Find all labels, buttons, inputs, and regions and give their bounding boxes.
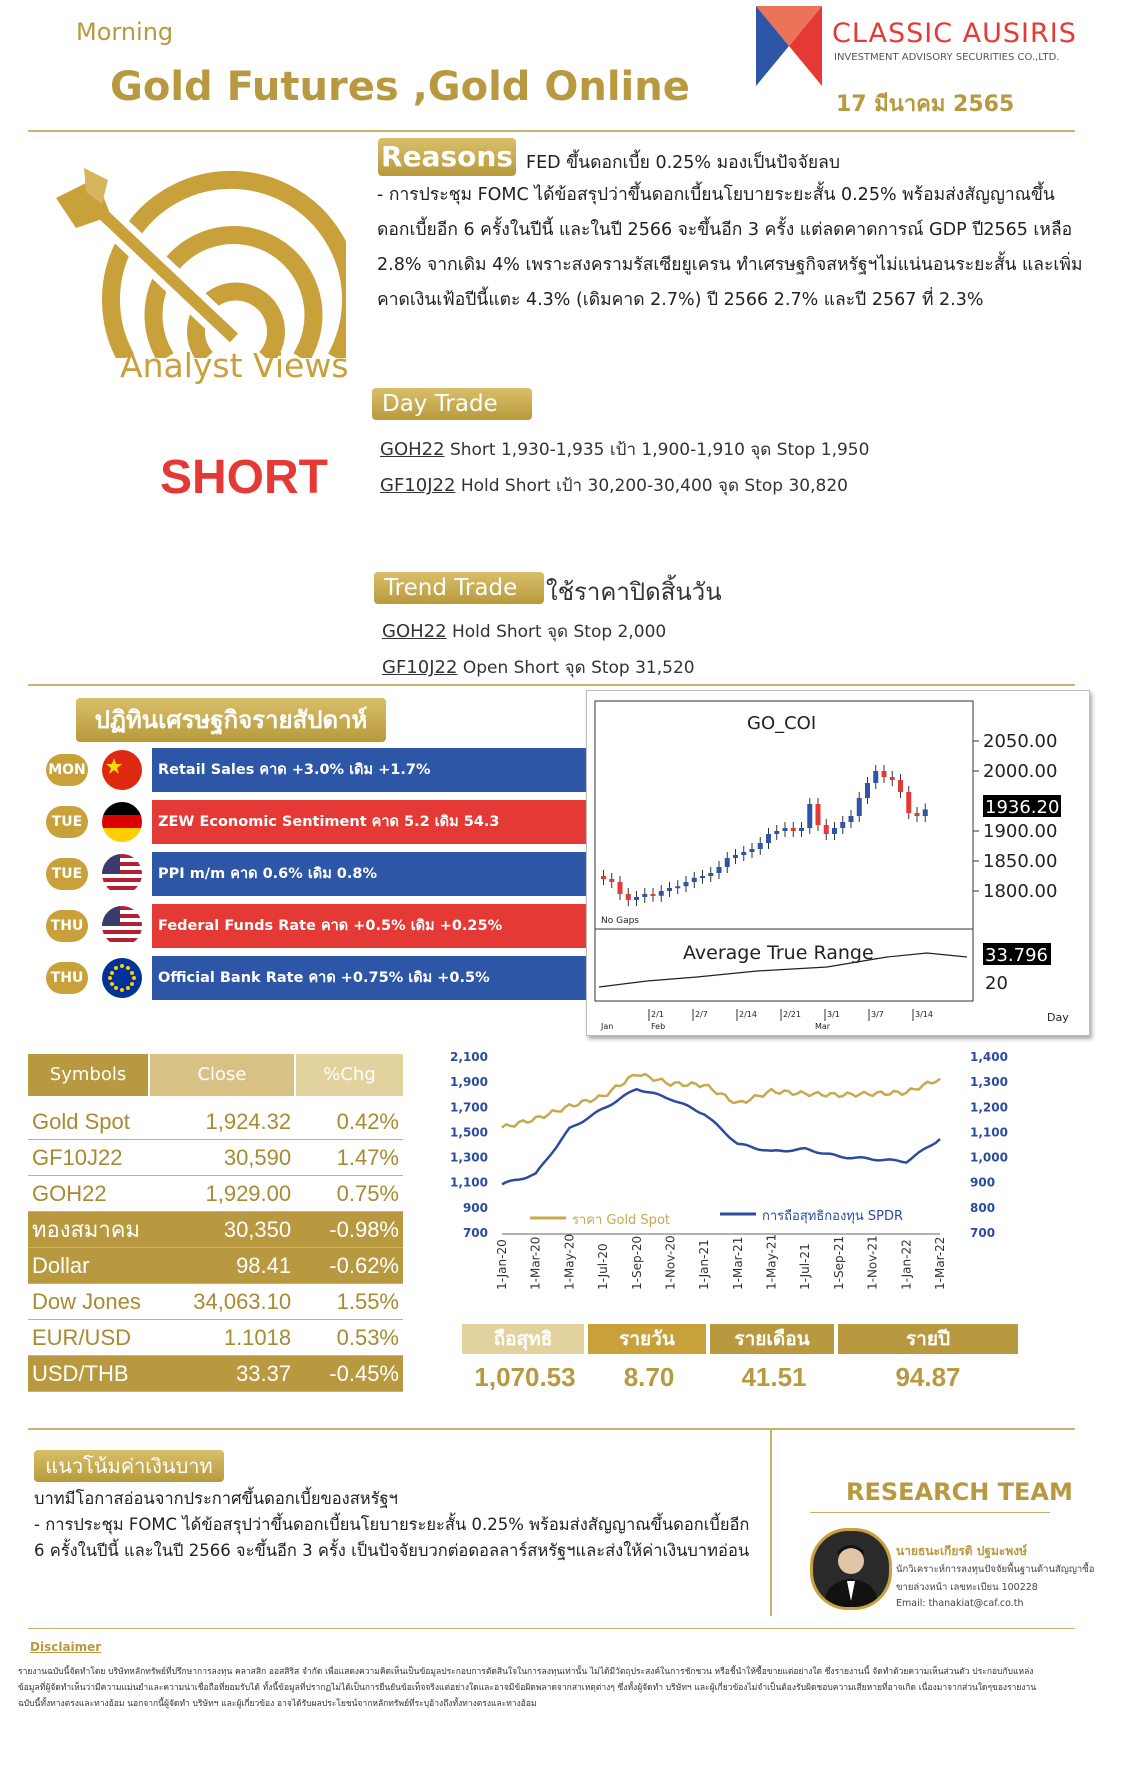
candle [915,813,920,816]
reasons-line: ดอกเบี้ยอีก 6 ครั้งในปีนี้ และในปี 2566 จะขึ้นอีก 3 ครั้ง แต่ลดคาดการณ์ GDP ปี2565 เหลือ [377,220,1073,240]
usa-flag-icon [102,906,142,946]
x-tick: 1-Mar-20 [528,1236,543,1290]
candle [667,888,672,891]
analyst-signal: SHORT [160,451,328,504]
reasons-line: คาดเงินเฟ้อปีนี้แตะ 4.3% (เดิมคาด 2.7%) ปี 2566 2.7% และปี 2567 ที่ 2.3% [377,290,984,310]
candle [758,843,763,849]
chart-title: GO_COI [747,713,817,734]
symbols-header [28,1054,403,1096]
price-tick: 2050.00 [983,731,1058,752]
symbol-row [28,1212,403,1248]
calendar-event [46,746,586,794]
symbol-row [28,1356,403,1392]
y-right-tick: 800 [970,1200,996,1215]
candle [733,855,738,858]
calendar-event [46,954,586,1002]
candle [741,852,746,855]
atr-title: Average True Range [683,942,874,964]
date-tick: 3/1 [827,1010,840,1019]
reasons-line: - การประชุม FOMC ได้ข้อสรุปว่าขึ้นดอกเบี้ยนโยบายระยะสั้น 0.25% พร้อมส่งสัญญาณขึ้น [377,185,1055,205]
candle [659,891,664,896]
symbol: GF10J22 [382,657,458,678]
symbol: GOH22 [382,621,447,642]
symbol-name: Dow Jones [28,1284,152,1320]
candle [923,809,928,816]
date-tick: 3/7 [871,1010,884,1019]
candle [890,777,895,780]
date-tick: 2/14 [739,1010,757,1019]
reasons-body [377,178,1097,318]
symbol-row [28,1284,403,1320]
symbol-name: EUR/USD [28,1320,152,1356]
trade-text: Hold Short จุด Stop 2,000 [451,622,667,642]
header-close: Close [150,1054,294,1096]
y-right-tick: 1,300 [970,1075,1008,1090]
candle [601,876,606,879]
report-date: 17 มีนาคม 2565 [836,92,1015,117]
x-tick: 1-Sep-21 [831,1235,846,1290]
trend-trade-note: ใช้ราคาปิดสิ้นวัน [546,578,722,606]
x-tick: 1-Jul-21 [798,1243,813,1290]
candle [675,886,680,888]
baht-line: 6 ครั้งในปีนี้ และในปี 2566 จะขึ้นอีก 3 ครั้ง เป็นปัจจัยบวกต่อดอลลาร์สหรัฐฯและส่งให้ค่าเงินบาทอ่อน [34,1541,750,1560]
trend-trade-label: Trend Trade [374,572,544,604]
y-right-tick: 1,400 [970,1050,1008,1064]
x-tick: 1-Mar-21 [730,1236,745,1290]
candle [816,804,821,825]
period-label: Day [1047,1011,1069,1024]
candle [807,804,812,828]
spdr-header-yearly: รายปี [838,1324,1018,1354]
price-tick: 1900.00 [983,821,1058,842]
candle [642,894,647,897]
trend-trade-item [382,654,695,681]
atr-tick: 20 [985,973,1008,994]
event-text: Federal Funds Rate คาด +0.5% เดิม +0.25% [152,904,586,948]
analyst-role: นักวิเคราะห์การลงทุนปัจจัยพื้นฐานด้านสัญญาซื้อ [896,1564,1095,1575]
candle [708,873,713,876]
x-tick: 1-Jan-21 [697,1239,712,1290]
x-tick: 1-Nov-21 [865,1235,880,1290]
date-tick: 2/21 [783,1010,801,1019]
last-price: 1936.20 [985,797,1060,818]
event-day: THU [46,962,88,994]
symbols-table [28,1104,403,1392]
candle [774,831,779,834]
candle [750,849,755,852]
trade-text: Short 1,930-1,935 เป้า 1,900-1,910 จุด Stop 1,950 [449,440,870,460]
spdr-holdings-line [502,1089,940,1184]
candle [824,825,829,834]
x-tick: 1-Jul-20 [596,1243,611,1290]
candle [609,879,614,882]
y-right-tick: 1,100 [970,1125,1008,1140]
calendar-event [46,902,586,950]
month-label: Jan [601,1022,614,1031]
candle [634,897,639,900]
symbol-close: 1,924.32 [152,1104,295,1140]
candle [865,783,870,798]
symbol-close: 34,063.10 [152,1284,295,1320]
baht-line: - การประชุม FOMC ได้ข้อสรุปว่าขึ้นดอกเบี้ยนโยบายระยะสั้น 0.25% พร้อมส่งสัญญาณขึ้นดอกเบี้ยอีก [34,1515,750,1534]
disclaimer-text: รายงานฉบับนี้จัดทำโดย บริษัทหลักทรัพย์ที่ปรึกษาการลงทุน คลาสสิก ออสสิริส จำกัด เพื่อแสดงความคิดเห็นเป็นข้อมูลประกอบการตัดสินใจในการลงทุนเท่านั้น ไม่ได้มีวัตถุประสงค์ในการชักชวน หรือชี้นำให้ซื้อขายแต่อย่างใด ซึ่งรายงานนี้ จัดทำด้วยความเห็นส่วนตัว ประกอบกับแหล่งข้อมูลที่ผู้จัดทำเห็นว่ามีความแม่นยำและความน่าเชื่อถือที่ยอมรับได้ ทั้งนี้ข้อมูลที่ปรากฏไม่ได้เป็นการยืนยันข้อเท็จจริงแต่อย่างใดและอาจมีข้อผิดพลาดจากสาเหตุต่างๆ ซึ่งทั้งผู้จัดทำ บริษัทฯ และผู้เกี่ยวข้องไม่จำเป็นต้องรับผิดชอบความเสียหายที่อาจเกิด เนื่องมาจากส่วนใดๆของรายงานฉบับนี้ทั้งทางตรงและทางอ้อม นอกจากนี้ผู้จัดทำ บริษัทฯ และผู้เกี่ยวข้อง อาจได้รับผลประโยชน์จากหลักทรัพย์ที่ระบุอ้างถึงทั้งทางตรงและทางอ้อม [18,1667,1037,1709]
y-left-tick: 2,100 [450,1050,488,1064]
gold-spdr-chart [450,1050,1010,1314]
usa-flag-icon [102,854,142,894]
event-day: MON [46,754,88,786]
germany-flag-icon [102,802,142,842]
event-day: THU [46,910,88,942]
month-label: Mar [815,1022,831,1031]
legend-spdr: การถือสุทธิกองทุน SPDR [762,1209,904,1224]
spdr-header-monthly: รายเดือน [710,1324,834,1354]
gold-spot-line [502,1074,940,1128]
reasons-label: Reasons [378,138,516,176]
symbol-chg: 1.55% [295,1284,403,1320]
x-tick: 1-Jan-20 [495,1239,509,1290]
candlestick-chart [587,691,1089,1035]
symbol-chg: -0.98% [295,1212,403,1248]
event-text: Retail Sales คาด +3.0% เดิม +1.7% [152,748,586,792]
x-tick: 1-Jan-22 [899,1239,914,1290]
candle [849,816,854,822]
baht-line: บาทมีโอกาสอ่อนจากประกาศขึ้นดอกเบี้ยของสหรัฐฯ [34,1489,398,1508]
event-day: TUE [46,806,88,838]
symbol-name: Dollar [28,1248,152,1284]
y-left-tick: 700 [462,1226,488,1240]
brand-logo [756,6,822,86]
candle [651,894,656,896]
symbol-chg: 0.75% [295,1176,403,1212]
brand-subtitle: INVESTMENT ADVISORY SECURITIES CO.,LTD. [834,52,1060,63]
trade-text: Hold Short เป้า 30,200-30,400 จุด Stop 30,820 [460,476,848,496]
candle [882,771,887,777]
symbol-name: Gold Spot [28,1104,152,1140]
reasons-line: 2.8% จากเดิม 4% เพราะสงครามรัสเซียยูเครน ทำเศรษฐกิจสหรัฐฯไม่แน่นอนระยะสั้น และเพิ่ม [377,255,1083,275]
symbol-chg: 0.42% [295,1104,403,1140]
event-text: PPI m/m คาด 0.6% เดิม 0.8% [152,852,586,896]
header-symbols: Symbols [28,1054,148,1096]
candle [791,828,796,831]
candle [725,858,730,867]
reasons-headline: FED ขึ้นดอกเบี้ย 0.25% มองเป็นปัจจัยลบ [526,153,840,173]
day-trade-label: Day Trade [372,388,532,420]
baht-label: แนวโน้มค่าเงินบาท [34,1450,224,1482]
symbol-close: 33.37 [152,1356,295,1392]
symbol: GF10J22 [380,475,456,496]
analyst-name: นายธนะเกียรติ ปฐมะพงษ์ [896,1544,1028,1558]
date-tick: 3/14 [915,1010,933,1019]
candle [783,828,788,831]
month-label: Feb [651,1022,666,1031]
trade-text: Open Short จุด Stop 31,520 [462,658,695,678]
spdr-header-daily: รายวัน [588,1324,706,1354]
y-left-tick: 1,700 [450,1100,488,1115]
brand-name: CLASSIC AUSIRIS [832,18,1077,49]
event-day: TUE [46,858,88,890]
price-tick: 2000.00 [983,761,1058,782]
candle [857,798,862,816]
symbol-row [28,1320,403,1356]
x-tick: 1-Sep-20 [629,1235,644,1290]
day-trade-item [380,472,848,499]
analyst-avatar [810,1528,892,1610]
candle [626,894,631,900]
analyst-caption: Analyst Views [120,346,349,385]
y-left-tick: 1,500 [450,1125,488,1140]
x-tick: 1-May-20 [562,1233,577,1290]
calendar-title: ปฏิทินเศรษฐกิจรายสัปดาห์ [76,698,386,742]
price-tick: 1850.00 [983,851,1058,872]
symbol-close: 1,929.00 [152,1176,295,1212]
candle [840,822,845,828]
candle [873,771,878,783]
spdr-monthly: 41.51 [741,1362,807,1392]
analyst-license: ขายล่วงหน้า เลขทะเบียน 100228 [896,1582,1038,1593]
symbol-name: GOH22 [28,1176,152,1212]
spdr-daily: 8.70 [623,1362,675,1392]
candle [906,792,911,813]
candle [684,882,689,886]
report-kicker: Morning [76,18,174,46]
baht-body [34,1486,764,1564]
event-text: Official Bank Rate คาด +0.75% เดิม +0.5% [152,956,586,1000]
symbol-name: GF10J22 [28,1140,152,1176]
legend-gold: ราคา Gold Spot [572,1213,670,1228]
y-left-tick: 900 [462,1200,488,1215]
spdr-yearly: 94.87 [895,1362,961,1392]
candle [692,878,697,882]
spdr-values [462,1362,1022,1393]
candle [799,828,804,831]
candle [618,882,623,894]
price-tick: 1800.00 [983,881,1058,902]
header-chg: %Chg [296,1054,403,1096]
symbol-name: USD/THB [28,1356,152,1392]
y-right-tick: 1,200 [970,1100,1008,1115]
disclaimer-label: Disclaimer [30,1640,102,1654]
candle [700,876,705,878]
x-tick: 1-Mar-22 [933,1236,947,1290]
china-flag-icon [102,750,142,790]
target-arrow-icon [56,168,346,358]
date-tick: 2/7 [695,1010,708,1019]
symbol-chg: 1.47% [295,1140,403,1176]
candle [766,834,771,843]
y-right-tick: 900 [970,1175,996,1190]
symbol-row [28,1176,403,1212]
atr-value: 33.796 [985,945,1048,966]
symbol: GOH22 [380,439,445,460]
analyst-email[interactable]: Email: thanakiat@caf.co.th [896,1598,1024,1609]
spdr-header [462,1324,1022,1354]
trend-trade-item [382,618,666,645]
event-text: ZEW Economic Sentiment คาด 5.2 เดิม 54.3 [152,800,586,844]
symbol-chg: 0.53% [295,1320,403,1356]
calendar-event [46,798,586,846]
eu-flag-icon [102,958,142,998]
symbol-name: ทองสมาคม [28,1212,152,1248]
y-left-tick: 1,900 [450,1075,488,1090]
x-tick: 1-Nov-20 [663,1235,678,1290]
symbol-close: 30,590 [152,1140,295,1176]
symbol-row [28,1248,403,1284]
day-trade-item [380,436,869,463]
y-left-tick: 1,100 [450,1175,488,1190]
candlestick-chart-panel [586,690,1090,1036]
date-tick: 2/1 [651,1010,664,1019]
symbol-chg: -0.45% [295,1356,403,1392]
symbol-row [28,1104,403,1140]
spdr-header-net: ถือสุทธิ [462,1324,584,1354]
symbol-close: 98.41 [152,1248,295,1284]
candle [717,867,722,873]
report-title: Gold Futures ,Gold Online [110,64,690,110]
symbol-close: 30,350 [152,1212,295,1248]
spdr-net: 1,070.53 [474,1362,576,1392]
calendar-event [46,850,586,898]
candle [898,780,903,792]
symbol-chg: -0.62% [295,1248,403,1284]
candle [832,828,837,834]
research-title: RESEARCH TEAM [846,1478,1073,1506]
y-right-tick: 700 [970,1226,996,1240]
y-left-tick: 1,300 [450,1150,488,1165]
symbol-row [28,1140,403,1176]
y-right-tick: 1,000 [970,1150,1008,1165]
symbol-close: 1.1018 [152,1320,295,1356]
x-tick: 1-May-21 [764,1233,779,1290]
no-gaps-label: No Gaps [601,916,639,926]
